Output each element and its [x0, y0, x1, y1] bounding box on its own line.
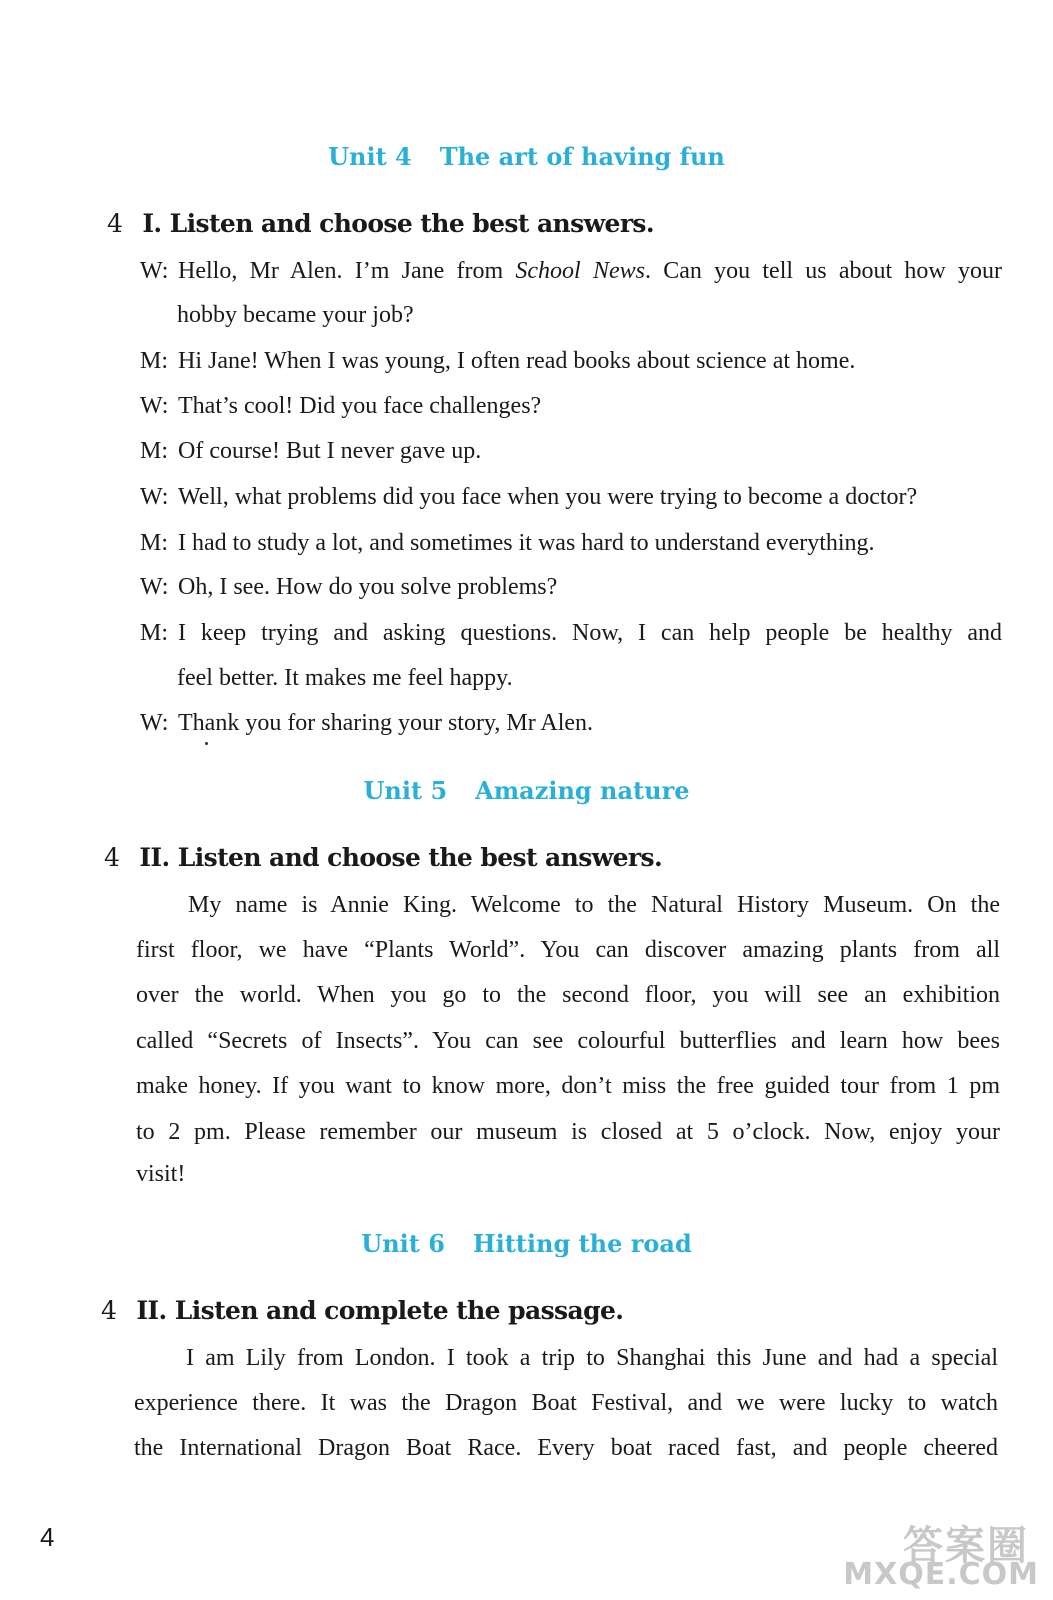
unit6-heading	[0, 1229, 1053, 1258]
unit6-section-heading	[101, 1296, 623, 1325]
passage-line: My name is Annie King. Welcome to the Natural History Museum. On the	[188, 892, 1000, 918]
dialogue-line: feel better. It makes me feel happy.	[177, 665, 513, 691]
unit4-section-heading	[107, 209, 654, 238]
dialogue-line: M: I keep trying and asking questions. Now, I can help people be healthy and	[140, 620, 1002, 646]
unit6-title: Hitting the road	[472, 1229, 692, 1258]
section-label: II.	[136, 1296, 167, 1325]
passage-line: the International Dragon Boat Race. Every boat raced fast, and people cheered	[134, 1435, 998, 1461]
dialogue-line: W: Thank you for sharing your story, Mr Alen.	[140, 710, 594, 736]
dialogue-line: W: Well, what problems did you face when you were trying to become a doctor?	[140, 484, 918, 510]
dialogue-line: M: I had to study a lot, and sometimes it was hard to understand everything.	[140, 530, 875, 556]
section-title: Listen and choose the best answers.	[177, 843, 663, 872]
section-title: Listen and complete the passage.	[174, 1296, 624, 1325]
section-label: II.	[139, 843, 170, 872]
unit5-title: Amazing nature	[475, 776, 690, 805]
print-speck	[205, 742, 208, 745]
section-title: Listen and choose the best answers.	[169, 209, 654, 238]
unit5-section-heading	[104, 843, 662, 872]
passage-line: over the world. When you go to the second floor, you will see an exhibition	[136, 982, 1000, 1008]
dialogue-line: M: Of course! But I never gave up.	[140, 438, 482, 464]
unit4-number: Unit 4	[328, 142, 412, 171]
italic-title: School News	[515, 258, 645, 284]
unit4-heading	[0, 142, 1053, 171]
passage-line: called “Secrets of Insects”. You can see colourful butterflies and learn how bees	[136, 1028, 1000, 1054]
passage-line: make honey. If you want to know more, don’t miss the free guided tour from 1 pm	[136, 1073, 1000, 1099]
dialogue-line: M: Hi Jane! When I was young, I often read books about science at home.	[140, 348, 856, 374]
unit4-title: The art of having fun	[439, 142, 725, 171]
passage-line: visit!	[136, 1161, 186, 1187]
page-number: 4	[40, 1522, 55, 1552]
question-number: 4	[104, 843, 120, 872]
passage-line: experience there. It was the Dragon Boat Festival, and we were lucky to watch	[134, 1390, 998, 1416]
unit5-heading	[0, 776, 1053, 805]
dialogue-line: W: That’s cool! Did you face challenges?	[140, 393, 542, 419]
passage-line: first floor, we have “Plants World”. You can discover amazing plants from all	[136, 937, 1000, 963]
dialogue-line: W: Hello, Mr Alen. I’m Jane from School News. Can you tell us about how your	[140, 258, 1002, 284]
section-label: I.	[142, 209, 162, 238]
dialogue-line: W: Oh, I see. How do you solve problems?	[140, 574, 558, 600]
unit5-number: Unit 5	[363, 776, 448, 805]
dialogue-line: hobby became your job?	[177, 302, 414, 328]
question-number: 4	[107, 209, 123, 238]
passage-line: to 2 pm. Please remember our museum is closed at 5 o’clock. Now, enjoy your	[136, 1119, 1000, 1145]
passage-line: I am Lily from London. I took a trip to Shanghai this June and had a special	[186, 1345, 998, 1371]
watermark-domain: MXQE.COM	[843, 1557, 1039, 1592]
watermark-logo	[843, 1514, 1039, 1592]
watermark-text: 答案圈	[903, 1523, 1029, 1569]
unit6-number: Unit 6	[361, 1229, 445, 1258]
question-number: 4	[101, 1296, 117, 1325]
